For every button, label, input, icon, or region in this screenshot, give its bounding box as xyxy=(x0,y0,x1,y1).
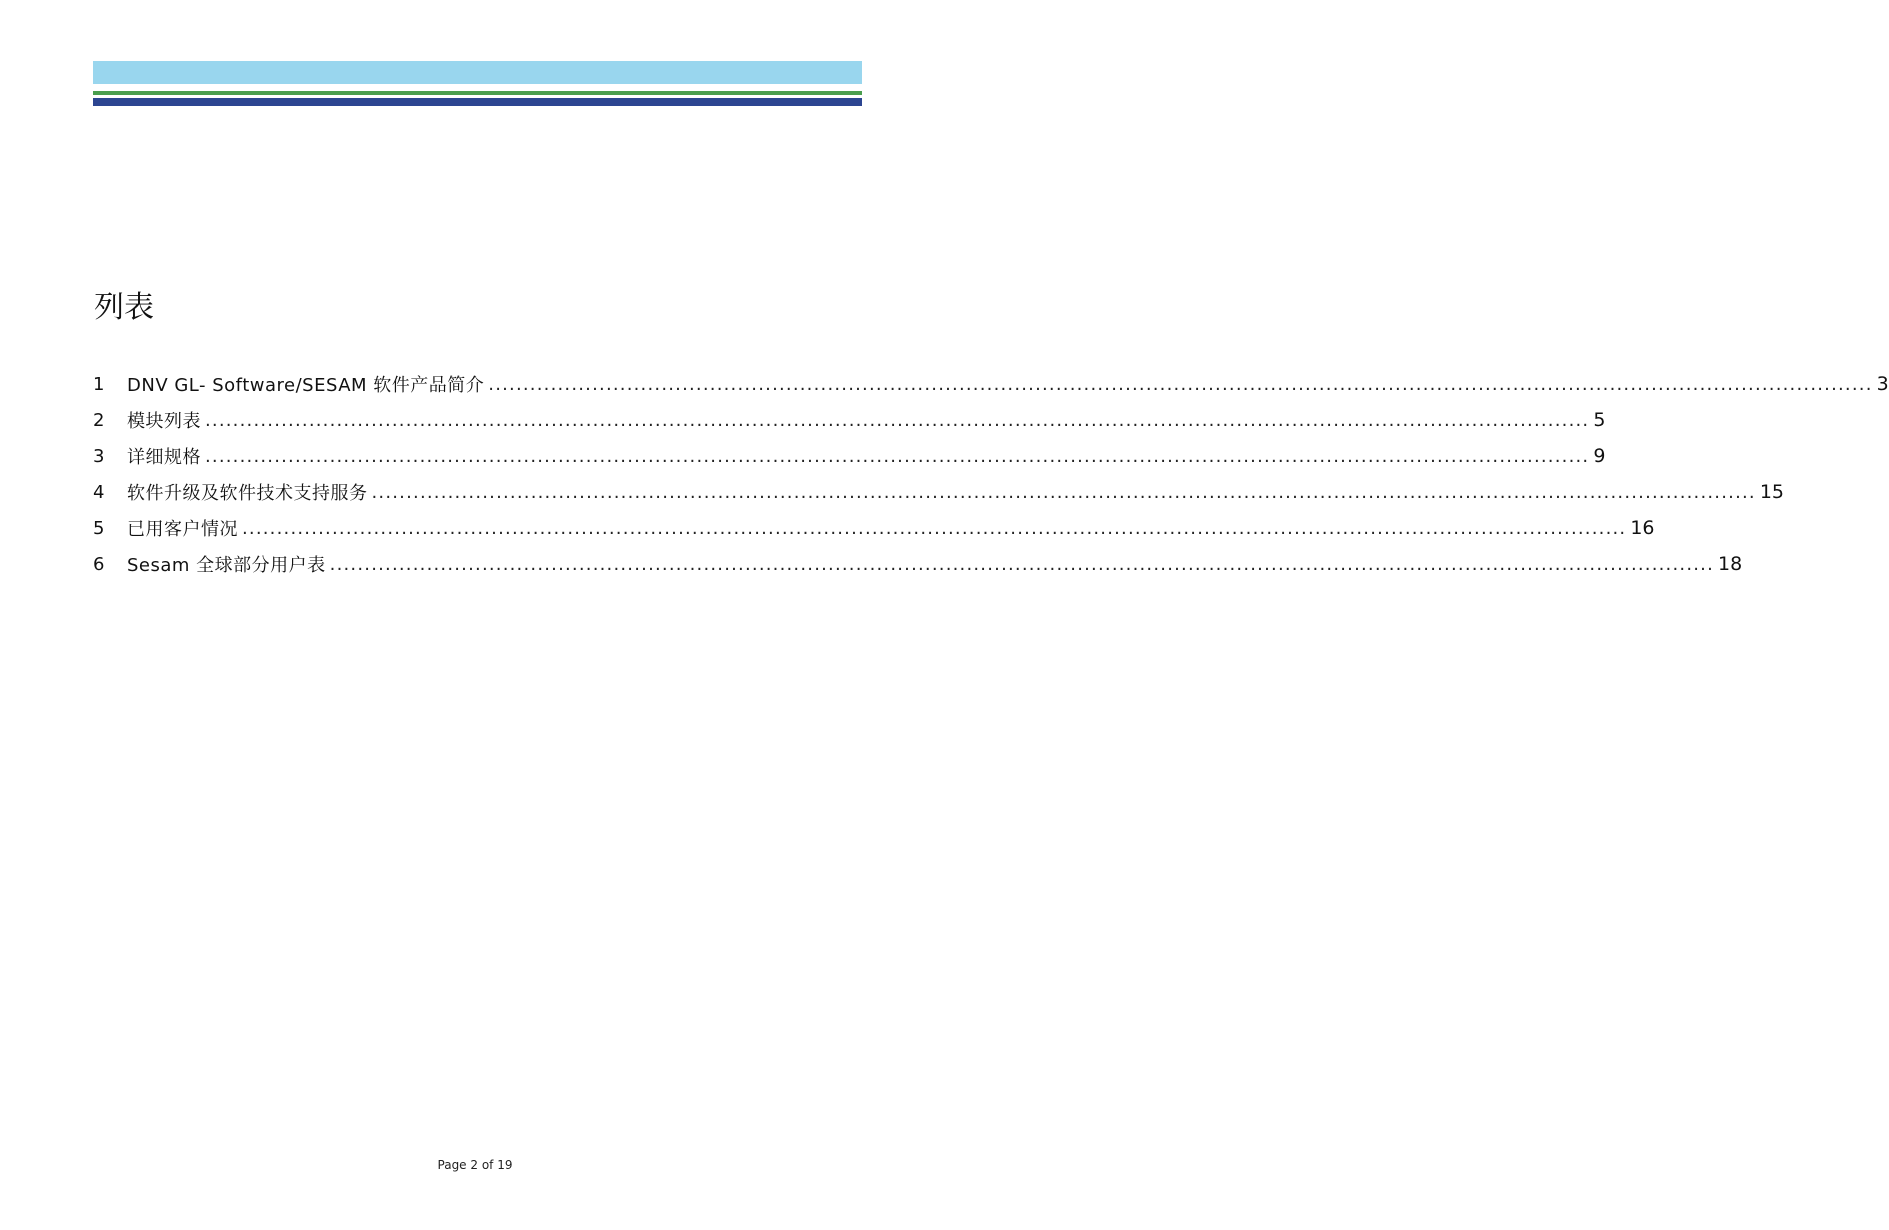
toc-entry-leader: ........................................................................................................................................................................................................ xyxy=(242,517,1627,539)
toc-entry-label: DNV GL- Software/SESAM 软件产品简介 xyxy=(127,375,485,396)
toc-entry-number: 6 xyxy=(93,553,105,575)
toc-entry-number: 1 xyxy=(93,373,105,395)
toc-entry[interactable] xyxy=(93,366,1889,402)
toc-entry-label: 模块列表 xyxy=(127,411,201,432)
header-bar-blue xyxy=(93,98,862,106)
toc-entry-number: 3 xyxy=(93,445,105,467)
header-bar-green xyxy=(93,91,862,95)
toc-entry-page: 9 xyxy=(1593,445,1606,467)
toc-entry-page: 18 xyxy=(1718,553,1743,575)
toc-entry-leader: ........................................................................................................................................................................................................ xyxy=(329,553,1715,575)
toc-entry-label: 详细规格 xyxy=(127,447,201,468)
toc-entry[interactable] xyxy=(93,438,1606,474)
toc-entry-number: 4 xyxy=(93,481,105,503)
toc-list xyxy=(93,366,1889,582)
toc-entry-page: 5 xyxy=(1593,409,1606,431)
toc-entry-leader: ........................................................................................................................................................................................................ xyxy=(488,373,1873,395)
toc-entry[interactable] xyxy=(93,402,1606,438)
header-bar-light xyxy=(93,61,862,84)
toc-entry-page: 15 xyxy=(1759,481,1785,503)
toc-title: 列表 xyxy=(94,290,154,325)
toc-entry-label: Sesam 全球部分用户表 xyxy=(127,555,326,576)
toc-entry-leader: ........................................................................................................................................................................................................ xyxy=(205,409,1590,431)
toc-entry-label: 已用客户情况 xyxy=(127,519,238,540)
toc-entry[interactable] xyxy=(93,546,1743,582)
toc-entry-leader: ........................................................................................................................................................................................................ xyxy=(371,481,1756,503)
toc-entry[interactable] xyxy=(93,510,1655,546)
toc-entry-page: 3 xyxy=(1876,373,1889,395)
toc-entry-page: 16 xyxy=(1630,517,1655,539)
toc-entry-number: 2 xyxy=(93,409,105,431)
toc-entry-label: 软件升级及软件技术支持服务 xyxy=(127,483,368,504)
toc-entry-leader: ........................................................................................................................................................................................................ xyxy=(205,445,1590,467)
toc-entry[interactable] xyxy=(93,474,1785,510)
page-footer: Page 2 of 19 xyxy=(437,1158,513,1172)
toc-entry-number: 5 xyxy=(93,517,105,539)
